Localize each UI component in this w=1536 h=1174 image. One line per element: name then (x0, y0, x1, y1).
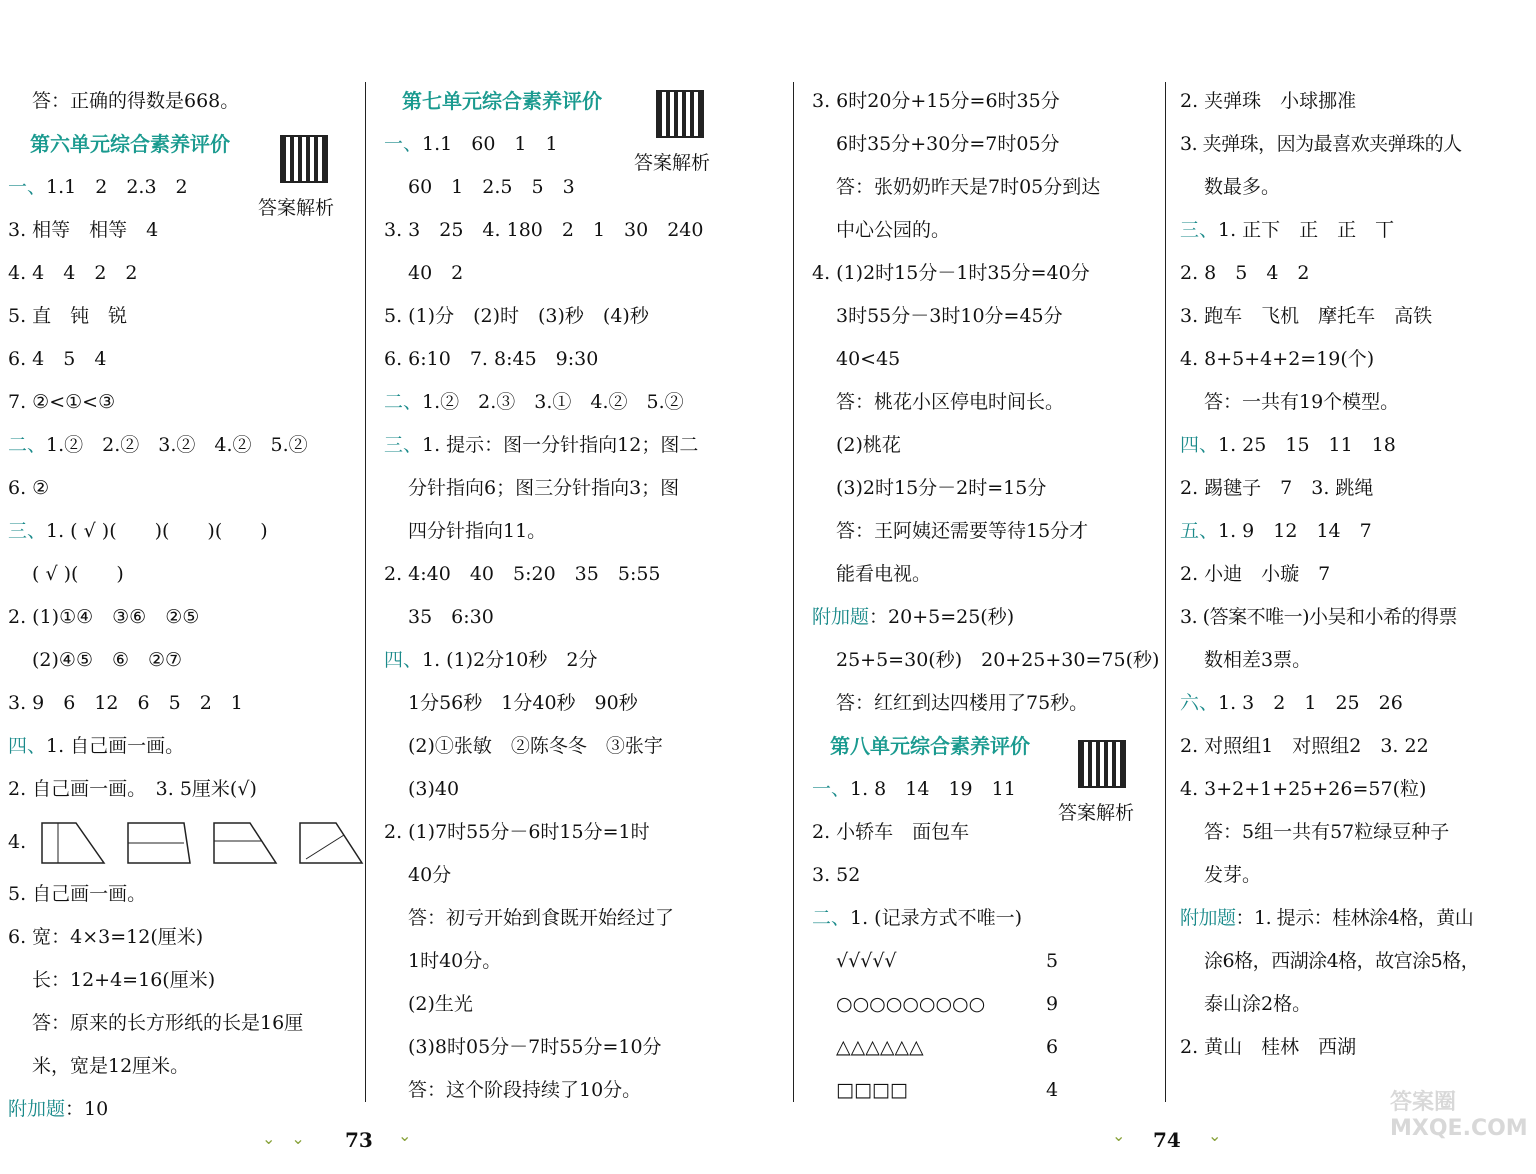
tally-row (812, 940, 1157, 983)
answer-line: 发芽。 (1204, 864, 1262, 886)
answer-text: 1.② 2.③ 3.① 4.② 5.② (422, 391, 684, 413)
answer-text: 1. ( √ )( )( )( ) (46, 520, 268, 542)
section-marker: 二、 (384, 391, 423, 413)
section-marker: 四、 (1180, 434, 1219, 456)
answer-text: 1. 9 12 14 7 (1218, 520, 1372, 542)
answer-line: 4. 4 4 2 2 (8, 262, 138, 284)
answer-line: 2. 8 5 4 2 (1180, 262, 1310, 284)
answer-line: 四分针指向11。 (408, 520, 547, 542)
answer-line (384, 424, 734, 467)
answer-text: 1. 25 15 11 18 (1218, 434, 1396, 456)
tally-row (812, 983, 1157, 1026)
answer-line: 2. (1)7时55分－6时15分=1时 (384, 821, 650, 843)
leaf-decoration-icon: ⌄ (1208, 1126, 1222, 1145)
answer-line: 泰山涂2格。 (1204, 993, 1312, 1015)
qr-label: 答案解析 (634, 152, 711, 174)
qr-code-icon (656, 90, 704, 138)
answer-line: 答：这个阶段持续了10分。 (408, 1079, 642, 1101)
tally-marks: √√√√√ (836, 950, 897, 972)
section-marker: 一、 (8, 176, 47, 198)
tally-row (812, 1069, 1157, 1112)
answer-line: 40<45 (836, 348, 901, 370)
answer-line: 1分56秒 1分40秒 90秒 (408, 692, 638, 714)
answer-line: (2)生光 (408, 993, 473, 1015)
section-marker: 附加题 (1180, 907, 1236, 929)
answer-line: 3时55分－3时10分=45分 (836, 305, 1063, 327)
answer-line: 涂6格，西湖涂4格，故宫涂5格， (1204, 950, 1480, 972)
answer-text: 1. 正下 正 正 丅 (1218, 219, 1395, 241)
answer-line: 60 1 2.5 5 3 (408, 176, 575, 198)
answer-line: 答：原来的长方形纸的长是16厘 (32, 1012, 304, 1034)
tally-count: 5 (1046, 950, 1059, 972)
answer-line (1180, 682, 1530, 725)
answer-line: 答：初亏开始到食既开始经过了 (408, 907, 675, 929)
answer-text: 4. (8, 831, 27, 853)
answer-line (384, 381, 734, 424)
answer-line: 3. (答案不唯一)小吴和小希的得票 (1180, 606, 1457, 628)
answer-text: 1. 自己画一画。 (46, 735, 185, 757)
answer-line (8, 1088, 353, 1131)
answer-line: 5. 自己画一画。 (8, 883, 147, 905)
answer-line: 7. ②<①<③ (8, 391, 116, 413)
answer-line: 数最多。 (1204, 176, 1281, 198)
answer-line: (3)40 (408, 778, 460, 800)
column-2 (384, 80, 734, 1112)
answer-line: 2. 小迪 小璇 7 (1180, 563, 1331, 585)
answer-line: 1时40分。 (408, 950, 502, 972)
section-marker: 五、 (1180, 520, 1219, 542)
tally-count: 9 (1046, 993, 1059, 1015)
section-marker: 四、 (8, 735, 47, 757)
answer-line: 6. 宽：4×3=12(厘米) (8, 926, 204, 948)
answer-line: 2. 踢毽子 7 3. 跳绳 (1180, 477, 1374, 499)
answer-line: 3. 9 6 12 6 5 2 1 (8, 692, 243, 714)
answer-line: 4. 3+2+1+25+26=57(粒) (1180, 778, 1427, 800)
answer-text: 1. 提示：图一分针指向12；图二 (422, 434, 699, 456)
answer-line: 答：张奶奶昨天是7时05分到达 (836, 176, 1101, 198)
qr-code-icon (280, 135, 328, 183)
answer-line: 答：正确的得数是668。 (32, 90, 240, 112)
answer-line: 4. 8+5+4+2=19(个) (1180, 348, 1375, 370)
answer-line: 数相差3票。 (1204, 649, 1312, 671)
section-marker: 二、 (812, 907, 851, 929)
tally-marks: △△△△△△ (836, 1036, 924, 1058)
column-divider (1165, 82, 1166, 1102)
answer-line: 2. 黄山 桂林 西湖 (1180, 1036, 1357, 1058)
section-marker: 附加题 (8, 1098, 66, 1120)
answer-line: 2. 自己画一画。 3. 5厘米(√) (8, 778, 257, 800)
tally-count: 4 (1046, 1079, 1059, 1101)
trapezoid-figure-2 (124, 821, 192, 865)
section-marker: 附加题 (812, 606, 870, 628)
answer-text: 1.1 60 1 1 (422, 133, 558, 155)
answer-line: 3. 3 25 4. 180 2 1 30 240 (384, 219, 704, 241)
answer-line: 3. 6时20分+15分=6时35分 (812, 90, 1060, 112)
answer-line (1180, 510, 1530, 553)
answer-text: ：1. 提示：桂林涂4格，黄山 (1235, 907, 1474, 929)
answer-line: (3)2时15分－2时=15分 (836, 477, 1047, 499)
answer-line: (2)①张敏 ②陈冬冬 ③张宇 (408, 735, 663, 757)
watermark: 答案圈 MXQE.COM (1390, 1090, 1528, 1141)
answer-line: 中心公园的。 (836, 219, 951, 241)
page-number-right: 74 (1153, 1128, 1181, 1152)
tally-marks: □□□□ (836, 1079, 908, 1101)
answer-line: 2. 夹弹珠 小球挪准 (1180, 90, 1357, 112)
qr-label: 答案解析 (1058, 802, 1135, 824)
section-header: 第七单元综合素养评价 (402, 89, 602, 113)
answer-text: 1. (记录方式不唯一) (850, 907, 1023, 929)
answer-line: 5. 直 钝 锐 (8, 305, 128, 327)
tally-row (812, 1026, 1157, 1069)
column-divider (793, 82, 794, 1102)
answer-line: 2. 4:40 40 5:20 35 5:55 (384, 563, 661, 585)
answer-text: ：10 (65, 1098, 109, 1120)
answer-line: 2. 对照组1 对照组2 3. 22 (1180, 735, 1429, 757)
section-header: 第六单元综合素养评价 (30, 132, 230, 156)
trapezoid-figures (38, 821, 364, 865)
answer-line: 5. (1)分 (2)时 (3)秒 (4)秒 (384, 305, 649, 327)
answer-line: 答：王阿姨还需要等待15分才 (836, 520, 1089, 542)
answer-line (8, 725, 353, 768)
leaf-decoration-icon: ⌄ (398, 1126, 412, 1145)
answer-text: 1.1 2 2.3 2 (46, 176, 188, 198)
trapezoid-figure-4 (296, 821, 364, 865)
answer-line: 35 6:30 (408, 606, 494, 628)
answer-text: 1.② 2.② 3.② 4.② 5.② (46, 434, 308, 456)
answer-line: 25+5=30(秒) 20+25+30=75(秒) (836, 649, 1160, 671)
column-4 (1180, 80, 1530, 1069)
answer-text: ：20+5=25(秒) (869, 606, 1015, 628)
leaf-decoration-icon: ⌄ ⌄ (262, 1129, 305, 1148)
section-marker: 二、 (8, 434, 47, 456)
section-marker: 四、 (384, 649, 423, 671)
answer-line (384, 639, 734, 682)
qr-code-icon (1078, 740, 1126, 788)
answer-line: 能看电视。 (836, 563, 932, 585)
answer-line: 米，宽是12厘米。 (32, 1055, 190, 1077)
answer-line: 答：5组一共有57粒绿豆种子 (1204, 821, 1450, 843)
answer-line: ( √ )( ) (32, 563, 124, 585)
qr-label: 答案解析 (258, 197, 335, 219)
shapes-line (8, 811, 353, 873)
answer-line (1180, 897, 1530, 940)
column-3 (812, 80, 1160, 1112)
answer-line (8, 424, 353, 467)
answer-line: 4. (1)2时15分－1时35分=40分 (812, 262, 1090, 284)
answer-line (812, 897, 1157, 940)
trapezoid-figure-3 (210, 821, 278, 865)
answer-line: 长：12+4=16(厘米) (32, 969, 216, 991)
answer-line: 答：桃花小区停电时间长。 (836, 391, 1065, 413)
answer-line: 2. 小轿车 面包车 (812, 821, 970, 843)
page-number-left: 73 (345, 1128, 373, 1152)
answer-line: 40分 (408, 864, 452, 886)
column-1 (8, 80, 353, 1131)
answer-line: 6时35分+30分=7时05分 (836, 133, 1060, 155)
column-divider (365, 82, 366, 1102)
answer-text: 1. 3 2 1 25 26 (1218, 692, 1403, 714)
answer-line: 3. 夹弹珠，因为最喜欢夹弹珠的人 (1180, 133, 1462, 155)
answer-line: 答：红红到达四楼用了75秒。 (836, 692, 1089, 714)
answer-line (1180, 424, 1530, 467)
answer-line: 6. 4 5 4 (8, 348, 107, 370)
tally-marks: ○○○○○○○○○ (836, 993, 986, 1015)
section-marker: 三、 (8, 520, 47, 542)
section-header: 第八单元综合素养评价 (830, 734, 1030, 758)
answer-line: 3. 相等 相等 4 (8, 219, 159, 241)
section-marker: 三、 (384, 434, 423, 456)
answer-text: 1. (1)2分10秒 2分 (422, 649, 598, 671)
answer-line: 40 2 (408, 262, 464, 284)
answer-line: 6. 6:10 7. 8:45 9:30 (384, 348, 599, 370)
trapezoid-figure-1 (38, 821, 106, 865)
answer-line: 6. ② (8, 477, 50, 499)
answer-line: 分针指向6；图三分针指向3；图 (408, 477, 680, 499)
answer-line: 3. 跑车 飞机 摩托车 高铁 (1180, 305, 1433, 327)
answer-line: (2)桃花 (836, 434, 901, 456)
answer-line: (2)④⑤ ⑥ ②⑦ (32, 649, 183, 671)
section-marker: 六、 (1180, 692, 1219, 714)
answer-line: 3. 52 (812, 864, 861, 886)
answer-line (1180, 209, 1530, 252)
section-marker: 一、 (384, 133, 423, 155)
answer-line (812, 596, 1157, 639)
tally-count: 6 (1046, 1036, 1059, 1058)
answer-text: 1. 8 14 19 11 (850, 778, 1016, 800)
answer-line: 2. (1)①④ ③⑥ ②⑤ (8, 606, 200, 628)
answer-line: 答：一共有19个模型。 (1204, 391, 1400, 413)
answer-line (8, 510, 353, 553)
answer-line: (3)8时05分－7时55分=10分 (408, 1036, 662, 1058)
section-marker: 一、 (812, 778, 851, 800)
section-marker: 三、 (1180, 219, 1219, 241)
leaf-decoration-icon: ⌄ (1112, 1126, 1126, 1145)
